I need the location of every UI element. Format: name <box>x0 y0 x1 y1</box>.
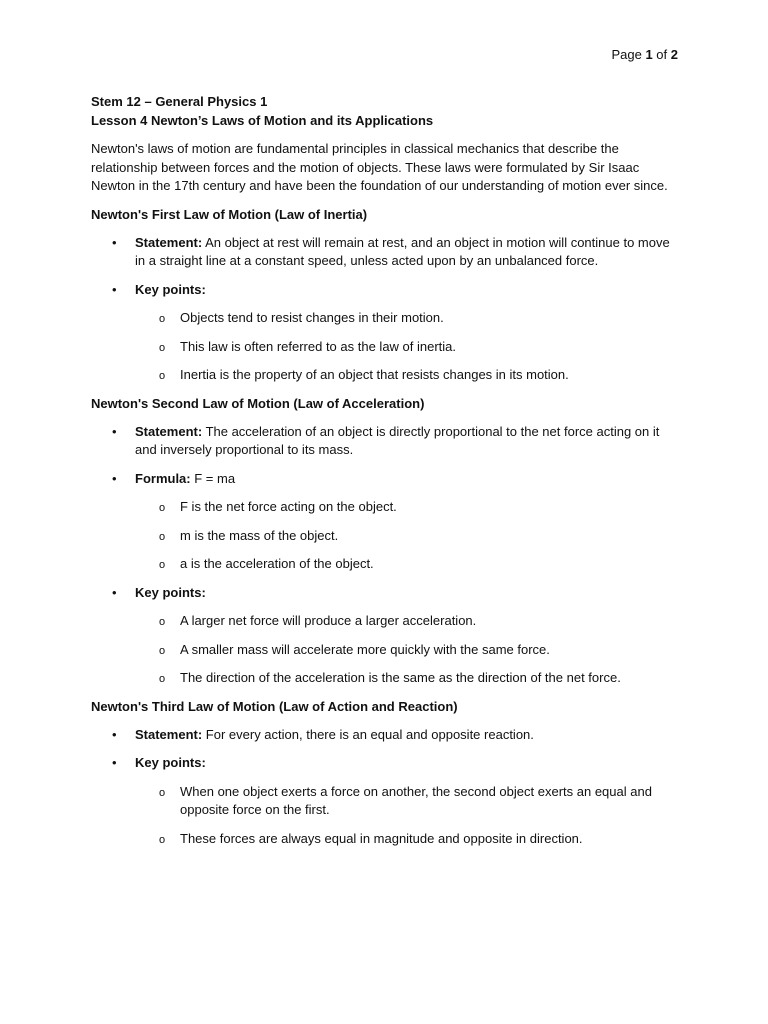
page-total: 2 <box>670 47 678 62</box>
intro-paragraph: Newton's laws of motion are fundamental principles in classical mechanics that describe the relationship between forces and the motion of objects. These laws were formulated by Sir Isaac Newton in the 17th century and have been the foundation of our understanding of motion ever since. <box>91 141 668 193</box>
page-number <box>611 47 678 62</box>
list-item <box>91 309 681 328</box>
second-law-keypoints <box>91 584 681 688</box>
bullet-icon: • <box>112 423 117 439</box>
circle-bullet-icon: o <box>159 644 166 657</box>
statement-text: The acceleration of an object is directly proportional to the net force acting on it and inversely proportional to its mass. <box>135 423 660 457</box>
first-law-keypoints <box>91 281 681 385</box>
list-item-text: The direction of the acceleration is the same as the direction of the net force. <box>180 670 621 685</box>
second-law-list <box>91 423 681 688</box>
list-item-text: a is the acceleration of the object. <box>180 556 374 571</box>
list-item <box>91 338 681 357</box>
bullet-icon: • <box>112 755 117 770</box>
first-law-keypoints-list <box>135 309 681 385</box>
list-item <box>91 366 681 385</box>
statement-text: An object at rest will remain at rest, and an object in motion will continue to move in a straight line at a constant speed, unless acted upon by an unbalanced force. <box>135 234 670 268</box>
circle-bullet-icon: o <box>159 370 166 382</box>
formula-text: F = ma <box>190 470 236 486</box>
list-item-text: This law is often referred to as the law of inertia. <box>180 338 457 354</box>
bullet-icon: • <box>112 234 117 250</box>
list-item-text: A smaller mass will accelerate more quickly with the same force. <box>180 641 550 657</box>
list-item <box>91 669 681 688</box>
list-item-text: A larger net force will produce a larger acceleration. <box>180 613 477 628</box>
second-law-heading: Newton's Second Law of Motion (Law of Acceleration) <box>91 395 425 411</box>
circle-bullet-icon: o <box>159 502 166 514</box>
list-item <box>91 527 681 546</box>
statement-label: Statement: <box>135 726 203 742</box>
bullet-icon: • <box>112 281 117 297</box>
bullet-icon: • <box>112 584 117 600</box>
formula-label: Formula: <box>135 470 191 486</box>
keypoints-label: Key points: <box>135 584 206 600</box>
third-law-keypoints-list <box>135 783 681 849</box>
list-item-text: When one object exerts a force on another, the second object exerts an equal and opposite force on the first. <box>180 783 652 817</box>
list-item <box>91 783 681 820</box>
second-law-statement <box>91 423 681 460</box>
statement-text: For every action, there is an equal and opposite reaction. <box>202 726 534 742</box>
circle-bullet-icon: o <box>159 313 166 325</box>
circle-bullet-icon: o <box>159 673 166 685</box>
circle-bullet-icon: o <box>159 616 166 628</box>
first-law-list <box>91 234 681 385</box>
keypoints-label: Key points: <box>135 755 206 770</box>
first-law-heading: Newton's First Law of Motion (Law of Inertia) <box>91 206 368 222</box>
list-item-text: F is the net force acting on the object. <box>180 499 397 514</box>
second-law-formula <box>91 470 681 574</box>
course-title: Stem 12 – General Physics 1 <box>91 94 268 109</box>
keypoints-label: Key points: <box>135 281 206 297</box>
list-item <box>91 555 681 574</box>
page-prefix: Page <box>611 47 646 62</box>
list-item-text: Inertia is the property of an object that resists changes in its motion. <box>180 367 569 382</box>
document-body <box>91 92 681 848</box>
statement-label: Statement: <box>135 234 203 250</box>
page-current: 1 <box>645 47 653 62</box>
lesson-title: Lesson 4 Newton’s Laws of Motion and its Applications <box>91 113 434 128</box>
circle-bullet-icon: o <box>159 559 166 571</box>
list-item-text: These forces are always equal in magnitude and opposite in direction. <box>180 830 583 846</box>
circle-bullet-icon: o <box>159 530 166 543</box>
third-law-heading: Newton's Third Law of Motion (Law of Action and Reaction) <box>91 698 458 714</box>
list-item <box>91 612 681 631</box>
circle-bullet-icon: o <box>159 341 166 354</box>
third-law-list <box>91 726 681 849</box>
circle-bullet-icon: o <box>159 786 166 799</box>
second-law-keypoints-list <box>135 612 681 688</box>
list-item <box>91 641 681 660</box>
list-item-text: Objects tend to resist changes in their motion. <box>180 310 444 325</box>
third-law-keypoints <box>91 754 681 848</box>
list-item-text: m is the mass of the object. <box>180 527 339 543</box>
list-item <box>91 830 681 849</box>
circle-bullet-icon: o <box>159 833 166 846</box>
formula-items-list <box>135 498 681 574</box>
list-item <box>91 498 681 517</box>
page-sep: of <box>652 47 671 62</box>
third-law-statement <box>91 726 681 745</box>
statement-label: Statement: <box>135 423 203 439</box>
bullet-icon: • <box>112 726 117 742</box>
first-law-statement <box>91 234 681 271</box>
bullet-icon: • <box>112 470 117 486</box>
